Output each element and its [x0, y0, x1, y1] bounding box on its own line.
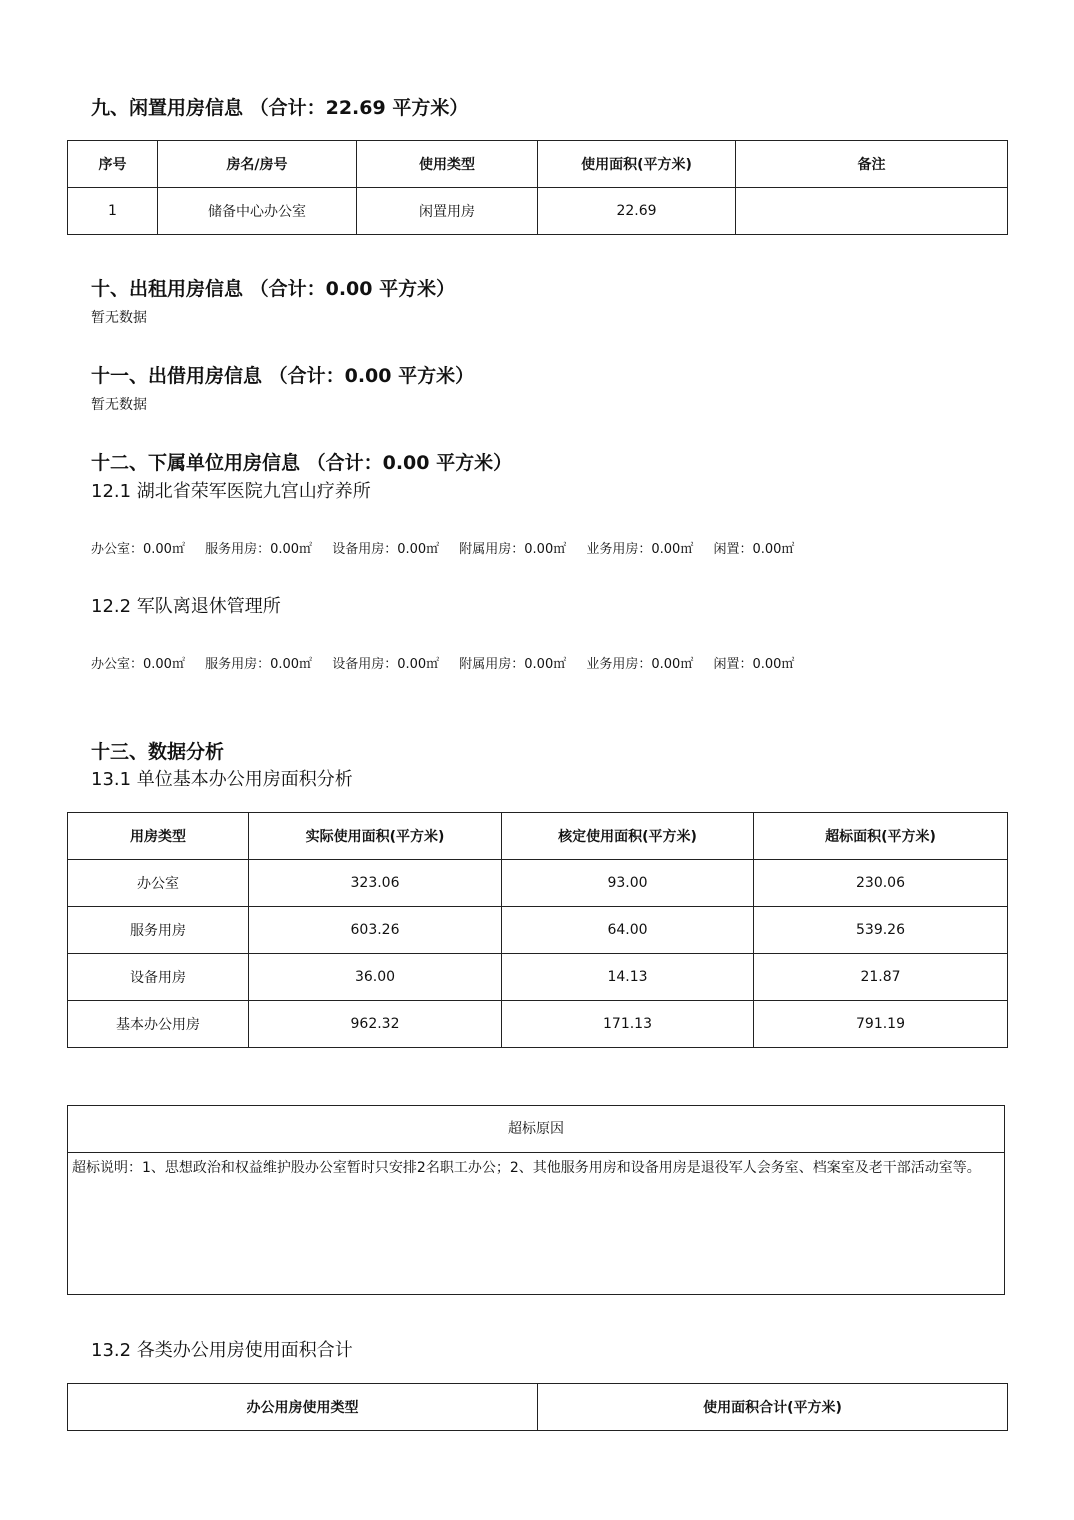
table-cell: 储备中心办公室	[158, 188, 357, 235]
header-cell: 序号	[68, 141, 158, 188]
no-data-text: 暂无数据	[91, 310, 147, 326]
table-cell: 闲置用房	[357, 188, 538, 235]
section-13-title: 十三、数据分析	[91, 741, 225, 763]
area-office: 办公室：0.00㎡	[91, 542, 185, 557]
sub-unit-name: 12.2 军队离退休管理所	[91, 596, 281, 617]
table-cell: 设备用房	[68, 954, 249, 1001]
table-cell: 办公室	[68, 860, 249, 907]
header-cell: 使用类型	[357, 141, 538, 188]
section-10-title: 十、出租用房信息 （合计：0.00 平方米）	[91, 278, 456, 300]
header-cell: 实际使用面积(平方米)	[249, 813, 502, 860]
section-11-title: 十一、出借用房信息 （合计：0.00 平方米）	[91, 365, 475, 387]
table-cell: 791.19	[754, 1001, 1008, 1048]
table-header-row	[68, 1384, 1008, 1431]
table-cell: 36.00	[249, 954, 502, 1001]
excess-reason-box	[67, 1105, 1005, 1295]
header-cell: 使用面积(平方米)	[538, 141, 736, 188]
table-cell: 323.06	[249, 860, 502, 907]
table-cell: 962.32	[249, 1001, 502, 1048]
table-header-row	[68, 813, 1008, 860]
area-business: 业务用房：0.00㎡	[586, 542, 694, 557]
section-12-title: 十二、下属单位用房信息 （合计：0.00 平方米）	[91, 452, 513, 474]
table-row	[68, 954, 1008, 1001]
area-business: 业务用房：0.00㎡	[586, 657, 694, 672]
section-9-title: 九、闲置用房信息 （合计：22.69 平方米）	[91, 97, 469, 119]
area-service: 服务用房：0.00㎡	[205, 657, 313, 672]
area-auxiliary: 附属用房：0.00㎡	[459, 657, 567, 672]
excess-reason-text: 超标说明：1、思想政治和权益维护股办公室暂时只安排2名职工办公；2、其他服务用房和设备用房是退役军人会务室、档案室及老干部活动室等。	[72, 1160, 981, 1176]
table-cell: 171.13	[502, 1001, 754, 1048]
header-cell: 超标面积(平方米)	[754, 813, 1008, 860]
area-idle: 闲置：0.00㎡	[713, 542, 795, 557]
table-cell: 539.26	[754, 907, 1008, 954]
subsection-13-2-title: 13.2 各类办公用房使用面积合计	[91, 1340, 353, 1361]
table-cell	[736, 188, 1008, 235]
table-row	[68, 188, 1008, 235]
table-cell: 230.06	[754, 860, 1008, 907]
area-idle: 闲置：0.00㎡	[713, 657, 795, 672]
header-cell: 使用面积合计(平方米)	[538, 1384, 1008, 1431]
header-cell: 房名/房号	[158, 141, 357, 188]
table-cell: 1	[68, 188, 158, 235]
header-cell: 办公用房使用类型	[68, 1384, 538, 1431]
no-data-text: 暂无数据	[91, 397, 147, 413]
excess-reason-title: 超标原因	[68, 1106, 1004, 1153]
sub-unit-areas	[91, 538, 794, 557]
sub-unit-areas	[91, 653, 794, 672]
table-cell: 22.69	[538, 188, 736, 235]
table-row	[68, 860, 1008, 907]
header-cell: 备注	[736, 141, 1008, 188]
table-cell: 服务用房	[68, 907, 249, 954]
table-header-row	[68, 141, 1008, 188]
subsection-13-1-title: 13.1 单位基本办公用房面积分析	[91, 769, 353, 790]
table-cell: 21.87	[754, 954, 1008, 1001]
table-cell: 64.00	[502, 907, 754, 954]
area-office: 办公室：0.00㎡	[91, 657, 185, 672]
area-equipment: 设备用房：0.00㎡	[332, 657, 440, 672]
area-service: 服务用房：0.00㎡	[205, 542, 313, 557]
area-total-table	[67, 1383, 1008, 1431]
table-cell: 基本办公用房	[68, 1001, 249, 1048]
table-cell: 93.00	[502, 860, 754, 907]
header-cell: 用房类型	[68, 813, 249, 860]
table-row	[68, 1001, 1008, 1048]
table-cell: 14.13	[502, 954, 754, 1001]
area-equipment: 设备用房：0.00㎡	[332, 542, 440, 557]
idle-rooms-table	[67, 140, 1008, 235]
header-cell: 核定使用面积(平方米)	[502, 813, 754, 860]
sub-unit-name: 12.1 湖北省荣军医院九宫山疗养所	[91, 481, 371, 502]
table-cell: 603.26	[249, 907, 502, 954]
office-area-analysis-table	[67, 812, 1008, 1048]
area-auxiliary: 附属用房：0.00㎡	[459, 542, 567, 557]
table-row	[68, 907, 1008, 954]
